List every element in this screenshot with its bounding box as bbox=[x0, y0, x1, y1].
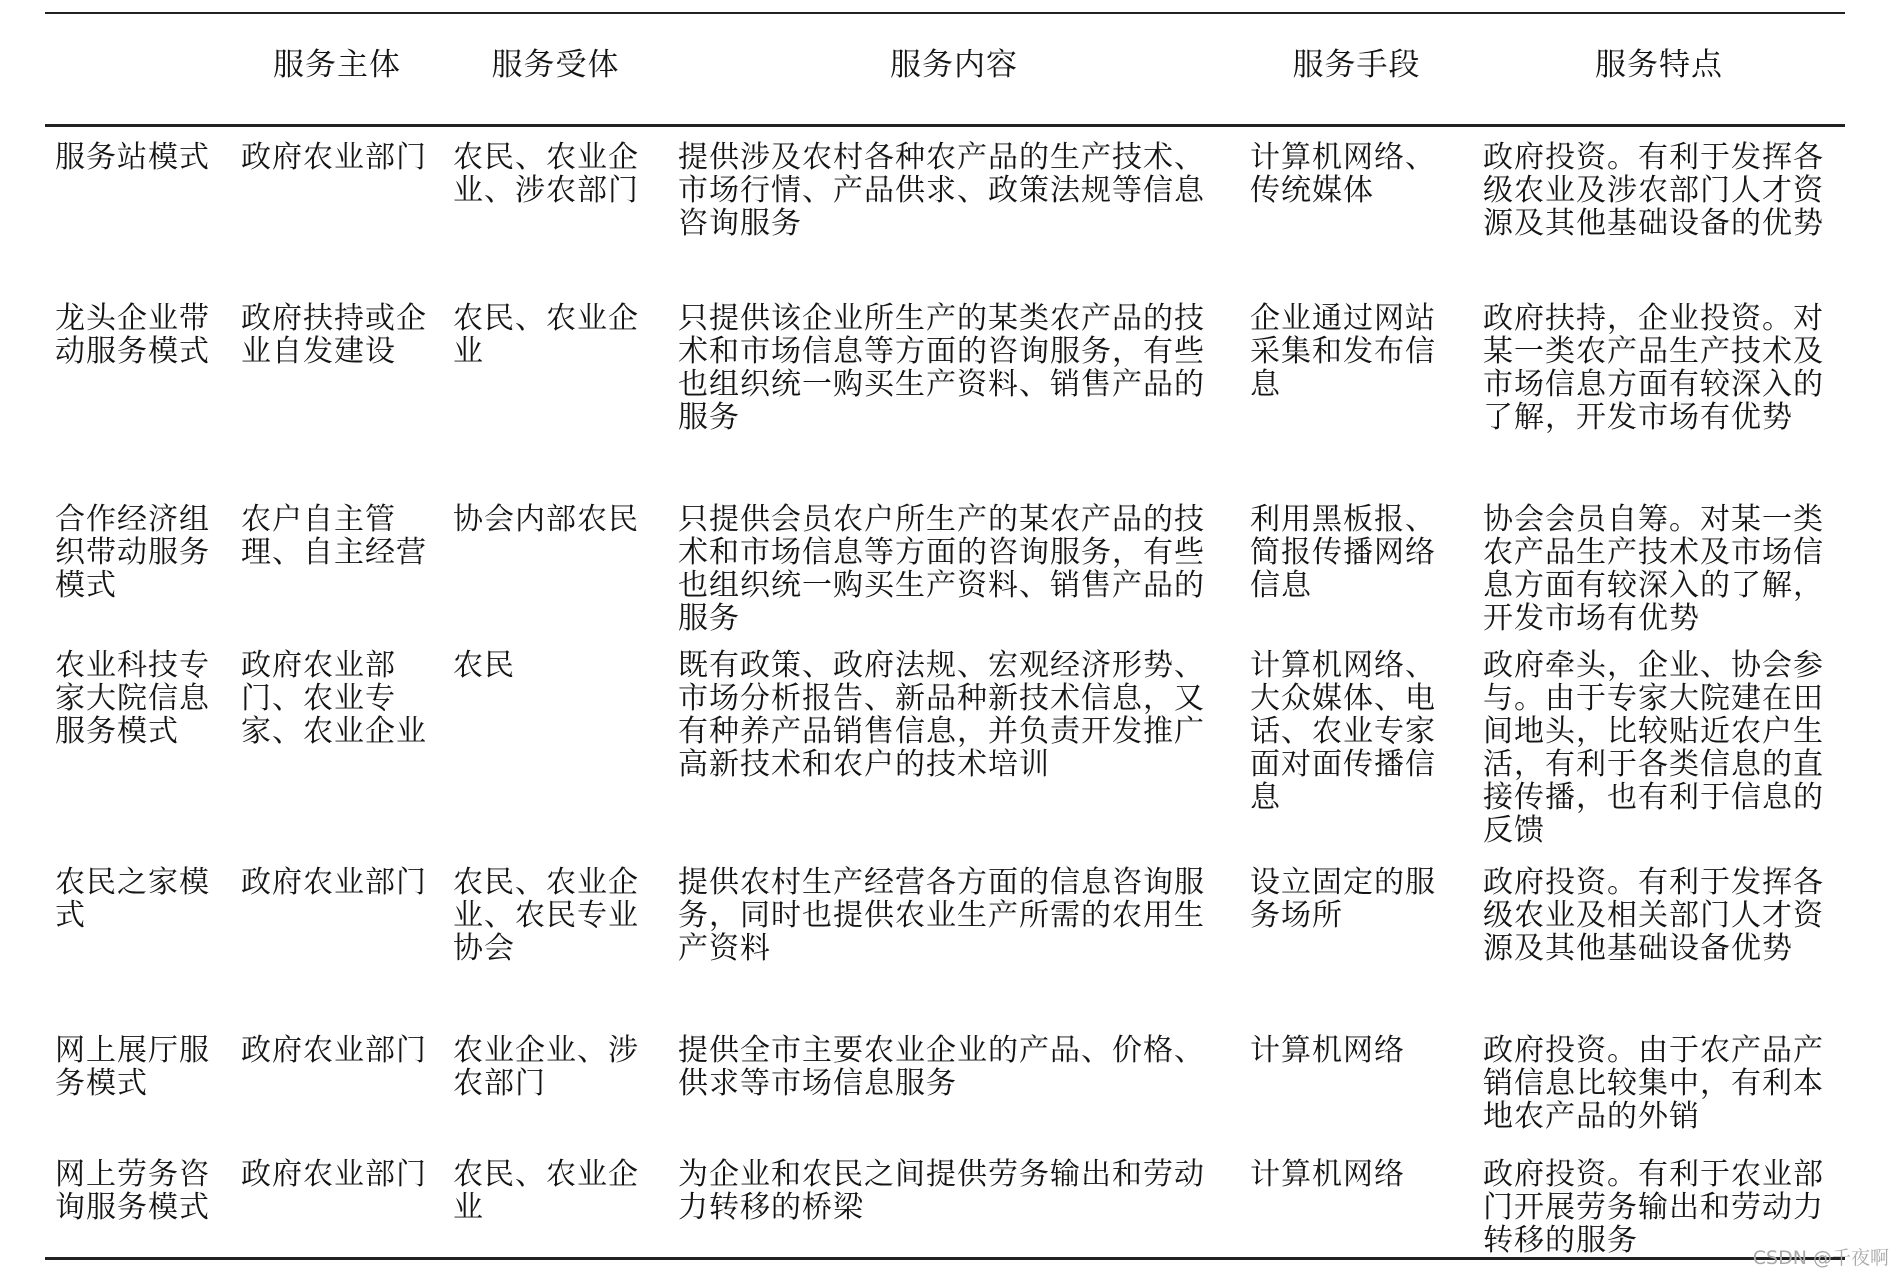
cell-content: 提供涉及农村各种农产品的生产技术、市场行情、产品供求、政策法规等信息咨询服务 bbox=[678, 139, 1205, 241]
cell-means: 计算机网络、大众媒体、电话、农业专家面对面传播信息 bbox=[1250, 648, 1436, 815]
cell-content: 既有政策、政府法规、宏观经济形势、市场分析报告、新品种新技术信息，又有种养产品销售信息，并负责开发推广高新技术和农户的技术培训 bbox=[678, 648, 1205, 782]
cell-subject: 政府农业部门 bbox=[241, 139, 427, 175]
cell-feature: 政府扶持，企业投资。对某一类农产品生产技术及市场信息方面有较深入的了解，开发市场有优势 bbox=[1483, 301, 1824, 435]
cell-content: 为企业和农民之间提供劳务输出和劳动力转移的桥梁 bbox=[668, 1144, 1240, 1259]
header-service-recipient: 服务受体 bbox=[443, 13, 668, 125]
cell-means: 利用黑板报、简报传播网络信息 bbox=[1250, 502, 1436, 603]
cell-mode: 农业科技专家大院信息服务模式 bbox=[55, 648, 210, 749]
csdn-watermark: CSDN @千夜啊 bbox=[1752, 1247, 1889, 1269]
table-row bbox=[45, 1020, 1845, 1144]
cell-mode: 网上劳务咨询服务模式 bbox=[45, 1144, 231, 1259]
cell-recipient: 农业企业、涉农部门 bbox=[453, 1033, 639, 1101]
cell-means: 企业通过网站采集和发布信息 bbox=[1250, 301, 1436, 402]
cell-means: 计算机网络 bbox=[1250, 1033, 1405, 1068]
header-mode bbox=[45, 13, 231, 125]
cell-recipient: 农民、农业企业 bbox=[453, 301, 639, 369]
cell-content: 只提供该企业所生产的某类农产品的技术和市场信息等方面的咨询服务，有些也组织统一购买生产资料、销售产品的服务 bbox=[678, 301, 1205, 435]
table-header-row bbox=[45, 13, 1845, 125]
cell-subject: 农户自主管理、自主经营 bbox=[241, 502, 427, 570]
cell-content: 提供农村生产经营各方面的信息咨询服务，同时也提供农业生产所需的农用生产资料 bbox=[678, 865, 1205, 966]
cell-recipient: 农民、农业企业 bbox=[443, 1144, 668, 1259]
cell-mode: 龙头企业带动服务模式 bbox=[55, 301, 210, 369]
cell-mode: 网上展厅服务模式 bbox=[55, 1033, 210, 1101]
cell-subject: 政府农业部门 bbox=[241, 865, 427, 900]
cell-means: 计算机网络 bbox=[1240, 1144, 1473, 1259]
cell-recipient: 农民、农业企业、农民专业协会 bbox=[453, 865, 639, 966]
cell-feature: 政府投资。由于农产品产销信息比较集中，有利本地农产品的外销 bbox=[1483, 1033, 1824, 1134]
cell-feature: 政府投资。有利于农业部门开展劳务输出和劳动力转移的服务 bbox=[1473, 1144, 1845, 1259]
header-service-content: 服务内容 bbox=[668, 13, 1240, 125]
cell-recipient: 协会内部农民 bbox=[453, 502, 639, 537]
cell-mode: 农民之家模式 bbox=[55, 865, 210, 933]
table-row bbox=[45, 852, 1845, 1020]
cell-means: 计算机网络、传统媒体 bbox=[1250, 139, 1436, 208]
service-mode-table bbox=[45, 12, 1845, 1260]
header-service-features: 服务特点 bbox=[1473, 13, 1845, 125]
cell-mode: 合作经济组织带动服务模式 bbox=[55, 502, 210, 603]
header-service-subject: 服务主体 bbox=[231, 13, 443, 125]
cell-subject: 政府扶持或企业自发建设 bbox=[241, 301, 427, 369]
cell-means: 设立固定的服务场所 bbox=[1250, 865, 1436, 933]
cell-content: 只提供会员农户所生产的某农产品的技术和市场信息等方面的咨询服务，有些也组织统一购买生产资料、销售产品的服务 bbox=[678, 502, 1205, 636]
cell-mode: 服务站模式 bbox=[55, 139, 210, 175]
cell-feature: 协会会员自筹。对某一类农产品生产技术及市场信息方面有较深入的了解，开发市场有优势 bbox=[1483, 502, 1824, 636]
table-row bbox=[45, 1144, 1845, 1259]
table-row bbox=[45, 288, 1845, 489]
cell-content: 提供全市主要农业企业的产品、价格、供求等市场信息服务 bbox=[678, 1033, 1205, 1101]
cell-feature: 政府投资。有利于发挥各级农业及涉农部门人才资源及其他基础设备的优势 bbox=[1483, 139, 1824, 241]
table-row bbox=[45, 635, 1845, 852]
cell-recipient: 农民 bbox=[453, 648, 515, 683]
cell-subject: 政府农业部门、农业专家、农业企业 bbox=[241, 648, 427, 749]
header-service-means: 服务手段 bbox=[1240, 13, 1473, 125]
cell-recipient: 农民、农业企业、涉农部门 bbox=[453, 139, 639, 208]
cell-feature: 政府投资。有利于发挥各级农业及相关部门人才资源及其他基础设备优势 bbox=[1483, 865, 1824, 966]
cell-subject: 政府农业部门 bbox=[241, 1033, 427, 1068]
table-row bbox=[45, 489, 1845, 635]
table-row bbox=[45, 125, 1845, 288]
cell-subject: 政府农业部门 bbox=[231, 1144, 443, 1259]
cell-feature: 政府牵头，企业、协会参与。由于专家大院建在田间地头，比较贴近农户生活，有利于各类信息的直接传播，也有利于信息的反馈 bbox=[1483, 648, 1824, 848]
